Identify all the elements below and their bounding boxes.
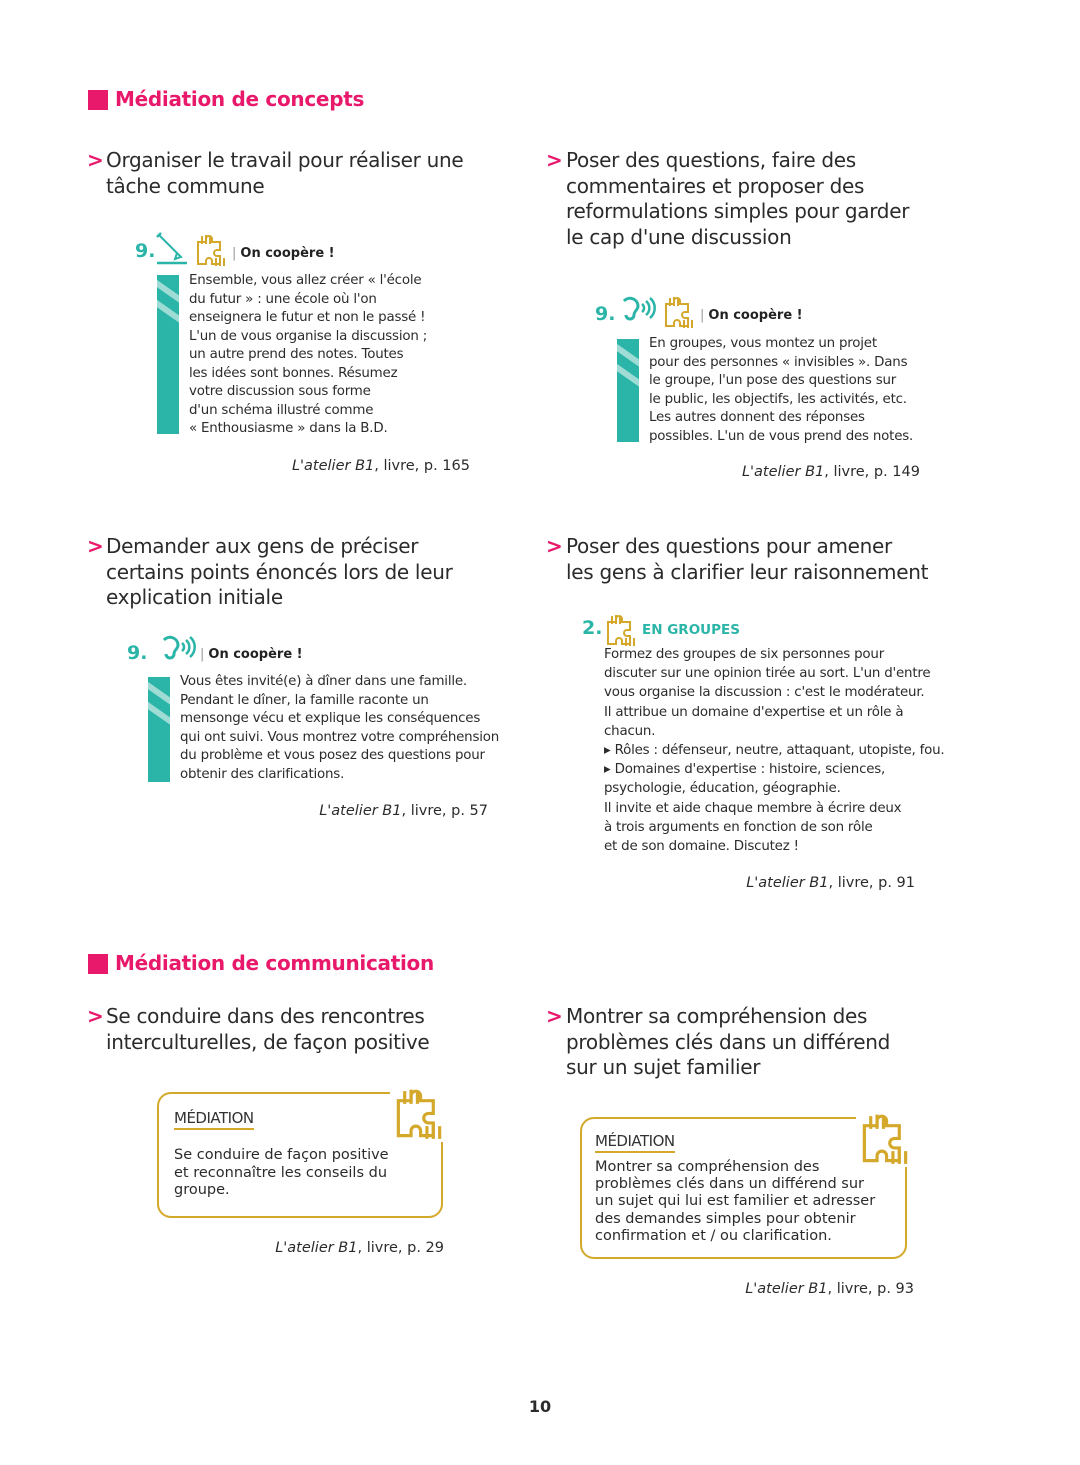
chevron-right-icon: > (546, 534, 563, 558)
section-marker (88, 90, 108, 110)
listening-icon (160, 634, 196, 664)
source-reference: L'atelier B1, livre, p. 91 (746, 875, 915, 891)
exercise-label: EN GROUPES (642, 622, 740, 638)
chevron-right-icon: > (87, 1004, 104, 1028)
objective-heading: Montrer sa compréhension des problèmes clés dans un différend sur un sujet familier (566, 1004, 891, 1079)
mediation-text: Montrer sa compréhension des problèmes clés dans un différend sur un sujet qui lui est familier et adresser des demandes simples pour obtenir confirmation et / ou clarification. (595, 1159, 876, 1244)
objective-heading: Demander aux gens de préciser certains points énoncés lors de leur explication initiale (106, 534, 453, 609)
objective-heading: Poser des questions, faire des commentaires et proposer des reformulations simples pour garder le cap d'une discussion (566, 148, 910, 249)
puzzle-icon (662, 296, 696, 330)
chevron-right-icon: > (87, 148, 104, 172)
exercise-text: Vous êtes invité(e) à dîner dans une famille. Pendant le dîner, la famille raconte un mensonge vécu et explique les conséquences qui ont suivi. Vous montrez votre compréhension du problème et vous posez des questions pour obtenir des clarifications. (180, 674, 500, 782)
exercise-number: 9. (127, 642, 148, 664)
objective-heading: Poser des questions pour amener les gens à clarifier leur raisonnement (566, 534, 929, 584)
exercise-label: | On coopère ! (700, 308, 803, 323)
puzzle-hands-icon (390, 1088, 448, 1142)
section-title: Médiation de communication (115, 951, 434, 975)
exercise-label: | On coopère ! (232, 246, 335, 261)
exercise-text: Formez des groupes de six personnes pour discuter sur une opinion tirée au sort. L'un d'entre vous organise la discussion : c'est le modérateur. Il attribue un domaine d'expertise et un rôle à chacun. ▸ Rôles : défenseur, neutre, attaquant, utopiste, fou. ▸ Domaines d'expertise : histoire, sciences, psychologie, éducation, géographie. Il invite et aide chaque membre à écrire deux à trois arguments en fonction de son rôle et de son domaine. Discutez ! (604, 647, 945, 855)
source-reference: L'atelier B1, livre, p. 29 (275, 1240, 444, 1256)
listening-icon (620, 295, 656, 325)
exercise-bar (157, 275, 179, 434)
mediation-text: Se conduire de façon positive et reconnaître les conseils du groupe. (174, 1147, 389, 1198)
exercise-bar (148, 677, 170, 782)
exercise-label: | On coopère ! (200, 647, 303, 662)
section-title: Médiation de concepts (115, 87, 365, 111)
exercise-bar (617, 339, 639, 442)
source-reference: L'atelier B1, livre, p. 165 (291, 458, 470, 474)
mediation-label: MÉDIATION (174, 1109, 254, 1130)
objective-heading: Se conduire dans des rencontres interculturelles, de façon positive (106, 1004, 430, 1054)
pencil-icon (155, 231, 189, 265)
chevron-right-icon: > (546, 1004, 563, 1028)
puzzle-hands-icon (856, 1113, 914, 1167)
exercise-number: 2. (582, 617, 603, 639)
puzzle-icon (604, 614, 638, 648)
page-number: 10 (528, 1397, 552, 1416)
source-reference: L'atelier B1, livre, p. 93 (745, 1281, 914, 1297)
mediation-label: MÉDIATION (595, 1132, 675, 1153)
source-reference: L'atelier B1, livre, p. 149 (741, 464, 920, 480)
puzzle-icon (194, 234, 228, 268)
exercise-text: En groupes, vous montez un projet pour des personnes « invisibles ». Dans le groupe, l'un pose des questions sur le public, les objectifs, les activités, etc. Les autres donnent des réponses possibles. L'un de vous prend des notes. (649, 336, 914, 444)
source-reference: L'atelier B1, livre, p. 57 (319, 803, 488, 819)
section-marker (88, 954, 108, 974)
exercise-number: 9. (595, 303, 616, 325)
chevron-right-icon: > (87, 534, 104, 558)
objective-heading: Organiser le travail pour réaliser une tâche commune (106, 148, 464, 198)
chevron-right-icon: > (546, 148, 563, 172)
exercise-text: Ensemble, vous allez créer « l'école du futur » : une école où l'on enseignera le futur et non le passé ! L'un de vous organise la discussion ; un autre prend des notes. Toutes les idées sont bonnes. Résumez votre discussion sous forme d'un schéma illustré comme « Enthousiasme » dans la B.D. (189, 273, 427, 436)
exercise-number: 9. (135, 240, 156, 262)
